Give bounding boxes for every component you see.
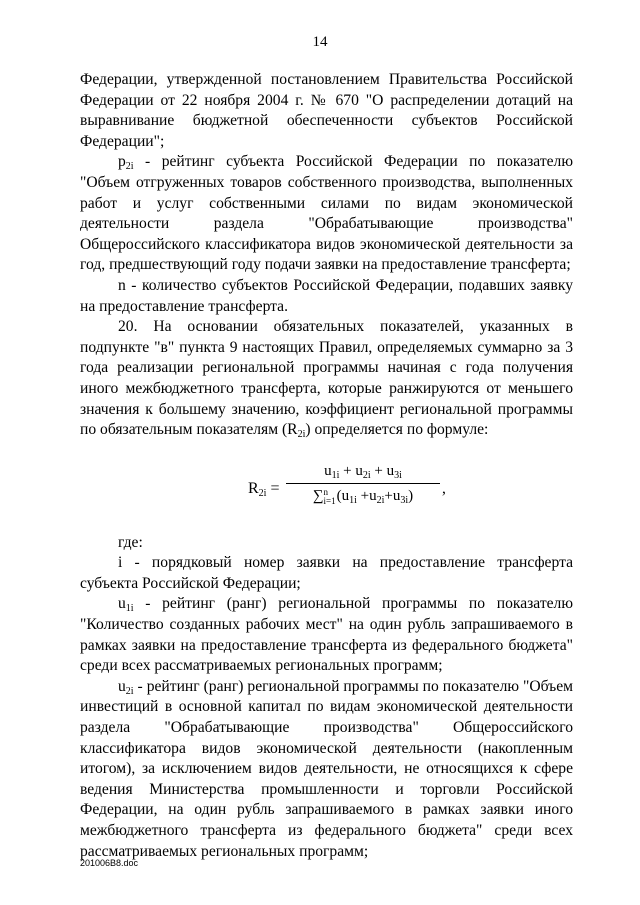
sigma-lower-limit: i=1	[323, 495, 336, 506]
formula-plus: +	[370, 462, 387, 479]
formula-var-u: u	[341, 488, 350, 505]
formula-subscript: 1i	[331, 469, 340, 481]
variable-u: u	[118, 595, 126, 613]
formula-subscript: 3i	[394, 469, 402, 481]
formula-paren: (	[336, 488, 342, 505]
formula-subscript: 2i	[258, 487, 267, 499]
paragraph-item-20	[80, 317, 573, 441]
paragraph-u2i-definition	[80, 677, 573, 862]
where-label-text: где:	[118, 533, 143, 551]
formula-subscript: 2i	[362, 469, 371, 481]
variable-n: n	[118, 276, 126, 294]
formula-r2i	[80, 441, 573, 533]
formula-fraction	[286, 461, 440, 507]
footer-filename: 201006B8.doc	[80, 858, 139, 868]
formula-numerator	[286, 461, 440, 485]
formula-lhs	[248, 479, 279, 500]
formula-var-u: u	[324, 462, 332, 479]
variable-subscript: 2i	[297, 429, 306, 441]
paragraph-text: - рейтинг субъекта Российской Федерации по показателю "Объем отгруженных товаров собственного производства, выполненных работ и услуг собственными силами по видам экономической деятельности раздела "Обрабатывающие производства" Общероссийского классификатора видов экономической деятельности за год, предшествующий году подачи заявки на предоставление трансферта;	[80, 153, 573, 274]
variable-u: u	[118, 677, 126, 695]
variable-subscript: 2i	[125, 161, 134, 173]
paragraph-i-definition	[80, 553, 573, 594]
formula-plus: +	[384, 488, 393, 505]
paragraph-text: - порядковый номер заявки на предоставление трансферта субъекта Российской Федерации;	[80, 554, 573, 592]
paragraph-p2i-definition	[80, 152, 573, 276]
formula-plus: +	[339, 462, 356, 479]
paragraph-text: - рейтинг (ранг) региональной программы по показателю "Объем инвестиций в основной капитал по видам экономической деятельности раздела "Обрабатывающие производства" Общероссийского классификатора видов экономической деятельности (накопленным итогом), за исключением видов деятельности, не относящихся к сфере ведения Министерства промышленности и торговли Российской Федерации, на один рубль запрашиваемого в рамках заявки иного межбюджетного трансферта из федерального бюджета" среди всех рассматриваемых региональных программ;	[80, 677, 573, 860]
formula-plus: +	[356, 488, 370, 505]
formula-subscript: 3i	[400, 495, 409, 507]
formula-var-u: u	[369, 488, 377, 505]
document-body	[80, 70, 573, 862]
variable-subscript: 2i	[125, 685, 134, 697]
formula-var-r: R	[248, 479, 259, 497]
formula-var-u: u	[392, 488, 401, 505]
variable-subscript: 1i	[125, 603, 134, 615]
formula-comma: ,	[442, 479, 446, 497]
paragraph-text: Федерации, утвержденной постановлением Правительства Российской Федерации от 22 ноября 2004 г. № 670 "О распределении дотаций на выравнивание бюджетной обеспеченности субъектов Российской Федерации";	[80, 71, 573, 150]
paragraph-continuation	[80, 70, 573, 152]
formula-var-u: u	[355, 462, 363, 479]
formula-var-u: u	[386, 462, 395, 479]
formula-denominator	[286, 484, 440, 507]
sigma-upper-limit: n	[323, 486, 329, 497]
paragraph-u1i-definition	[80, 594, 573, 676]
where-label	[80, 533, 573, 554]
formula-subscript: 2i	[376, 495, 385, 507]
paragraph-text: 20. На основании обязательных показателей, указанных в подпункте "в" пункта 9 настоящих Правил, определяемых суммарно за 3 года реализации региональной программы начиная с года получения иного межбюджетного трансферта, которые ранжируются от меньшего значения к большему значению, коэффициент региональной программы по обязательным показателям (R	[80, 318, 573, 439]
variable-p: p	[118, 153, 126, 171]
paragraph-n-definition	[80, 276, 573, 317]
variable-i: i	[118, 554, 123, 572]
paragraph-text: ) определяется по формуле:	[305, 421, 489, 439]
formula-equals: =	[270, 479, 280, 497]
formula-paren: )	[408, 488, 414, 505]
paragraph-text: - рейтинг (ранг) региональной программы по показателю "Количество созданных рабочих мест" на один рубль запрашиваемого в рамках заявки на предоставление трансферта из федерального бюджета" среди всех рассматриваемых региональных программ;	[80, 595, 573, 675]
paragraph-text: - количество субъектов Российской Федерации, подавших заявку на предоставление трансферта.	[80, 276, 573, 315]
sigma-icon: ∑	[312, 488, 324, 505]
formula-subscript: 1i	[349, 495, 357, 507]
page-number: 14	[312, 34, 328, 50]
sigma-limits	[324, 488, 336, 506]
